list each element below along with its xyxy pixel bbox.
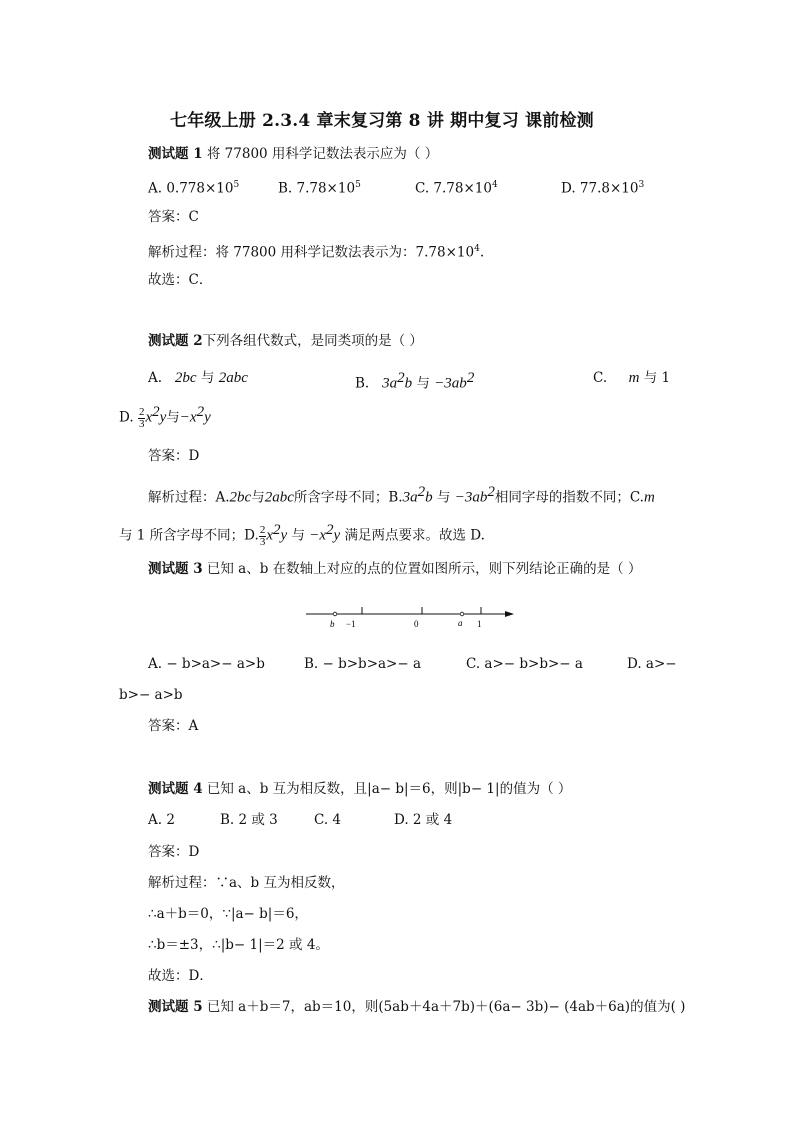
q1-option-c: C. $7.78\times 10^4$: [415, 180, 498, 197]
axis-arrow: [505, 611, 514, 617]
question-text: 已知 a＋b＝7，ab＝10，则(5ab＋4a＋7b)＋(6a− 3b)− (4ab＋6a)的值为( ): [202, 999, 686, 1015]
q2-option-b: B. $3a^2b$ 与 $-3ab^2$: [355, 370, 475, 392]
q1-analysis: 解析过程：将 77800 用科学记数法表示为：$7.78\times 10^4$.: [148, 244, 485, 261]
fraction: $\frac{2}{3}$: [138, 405, 145, 430]
question-text: 将 77800 用科学记数法表示应为（ ）: [202, 146, 439, 162]
q2-analysis-line1: 解析过程：A.2bc与2abc所含字母不同；$B.3a^2b$ 与 $-3ab^2$相同字母的指数不同；C.m: [148, 484, 655, 506]
question-label: 测试题 2: [148, 333, 203, 349]
q4-analysis: 解析过程：∵a、b 互为相反数，: [148, 875, 345, 891]
q4-option-a: A. 2: [148, 812, 175, 828]
question-label: 测试题 1: [148, 146, 203, 162]
fraction: $\frac{2}{3}$: [259, 523, 266, 548]
label-b: b: [330, 619, 335, 629]
q3-option-b: B. − b>b>a>− a: [304, 656, 422, 672]
question-label: 测试题 3: [148, 561, 203, 577]
page-title: 七年级上册 2.3.4 章末复习第 8 讲 期中复习 课前检测: [170, 111, 594, 131]
point-b: [333, 612, 337, 616]
question-3: [148, 560, 641, 578]
q3-option-a: A. − b>a>− a>b: [148, 656, 265, 672]
q2-analysis-line2: 与 1 所含字母不同；D. $\frac{2}{3}$ $x^2y$ 与 $-x^2y$ 满足两点要求。故选 D.: [119, 522, 485, 548]
question-5: [148, 998, 685, 1016]
q4-step-2: ∴b＝±3，∴|b− 1|＝2 或 4。: [148, 937, 329, 953]
q4-option-c: C. 4: [314, 812, 342, 828]
q4-option-b: B. 2 或 3: [220, 812, 278, 828]
number-line-figure: [300, 598, 520, 632]
question-1: [148, 145, 438, 163]
q4-step-1: ∴a＋b＝0，∵|a− b|＝6，: [148, 906, 308, 922]
q1-option-b: B. $7.78\times 10^5$: [278, 180, 361, 197]
q2-option-d: D. $\frac{2}{3}$ $x^2y$与$-x^2y$: [119, 404, 211, 430]
label-0: 0: [414, 619, 419, 629]
q3-option-d: D. a>−: [627, 656, 677, 672]
q1-choose: 故选：C．: [148, 272, 213, 288]
question-label: 测试题 5: [148, 999, 203, 1015]
question-2: [148, 332, 423, 350]
label-1: 1: [477, 619, 482, 629]
q1-option-a: A. $0.778\times 10^5$: [148, 180, 240, 197]
q3-option-d-cont: b>− a>b: [119, 687, 183, 703]
question-text: 已知 a、b 在数轴上对应的点的位置如图所示，则下列结论正确的是（ ）: [202, 561, 642, 577]
q1-answer: 答案：C: [148, 209, 199, 225]
q2-option-c: C. m 与 1: [593, 370, 671, 386]
q4-choose: 故选：D．: [148, 968, 213, 984]
q4-option-d: D. 2 或 4: [394, 812, 453, 828]
question-text: 下列各组代数式，是同类项的是（ ）: [202, 333, 423, 349]
point-a: [460, 612, 464, 616]
label-a: a: [458, 618, 463, 628]
q4-answer: 答案：D: [148, 844, 200, 860]
question-text: 已知 a、b 互为相反数，且|a− b|＝6，则|b− 1|的值为（ ）: [202, 781, 572, 797]
label-neg1: −1: [346, 619, 356, 629]
q2-option-a: A. 2bc 与 2abc: [148, 370, 248, 386]
q3-option-c: C. a>− b>b>− a: [466, 656, 583, 672]
q2-answer: 答案：D: [148, 448, 200, 464]
question-label: 测试题 4: [148, 781, 203, 797]
question-4: [148, 780, 571, 798]
q3-answer: 答案：A: [148, 718, 199, 734]
q1-option-d: D. $77.8\times 10^3$: [561, 180, 645, 197]
